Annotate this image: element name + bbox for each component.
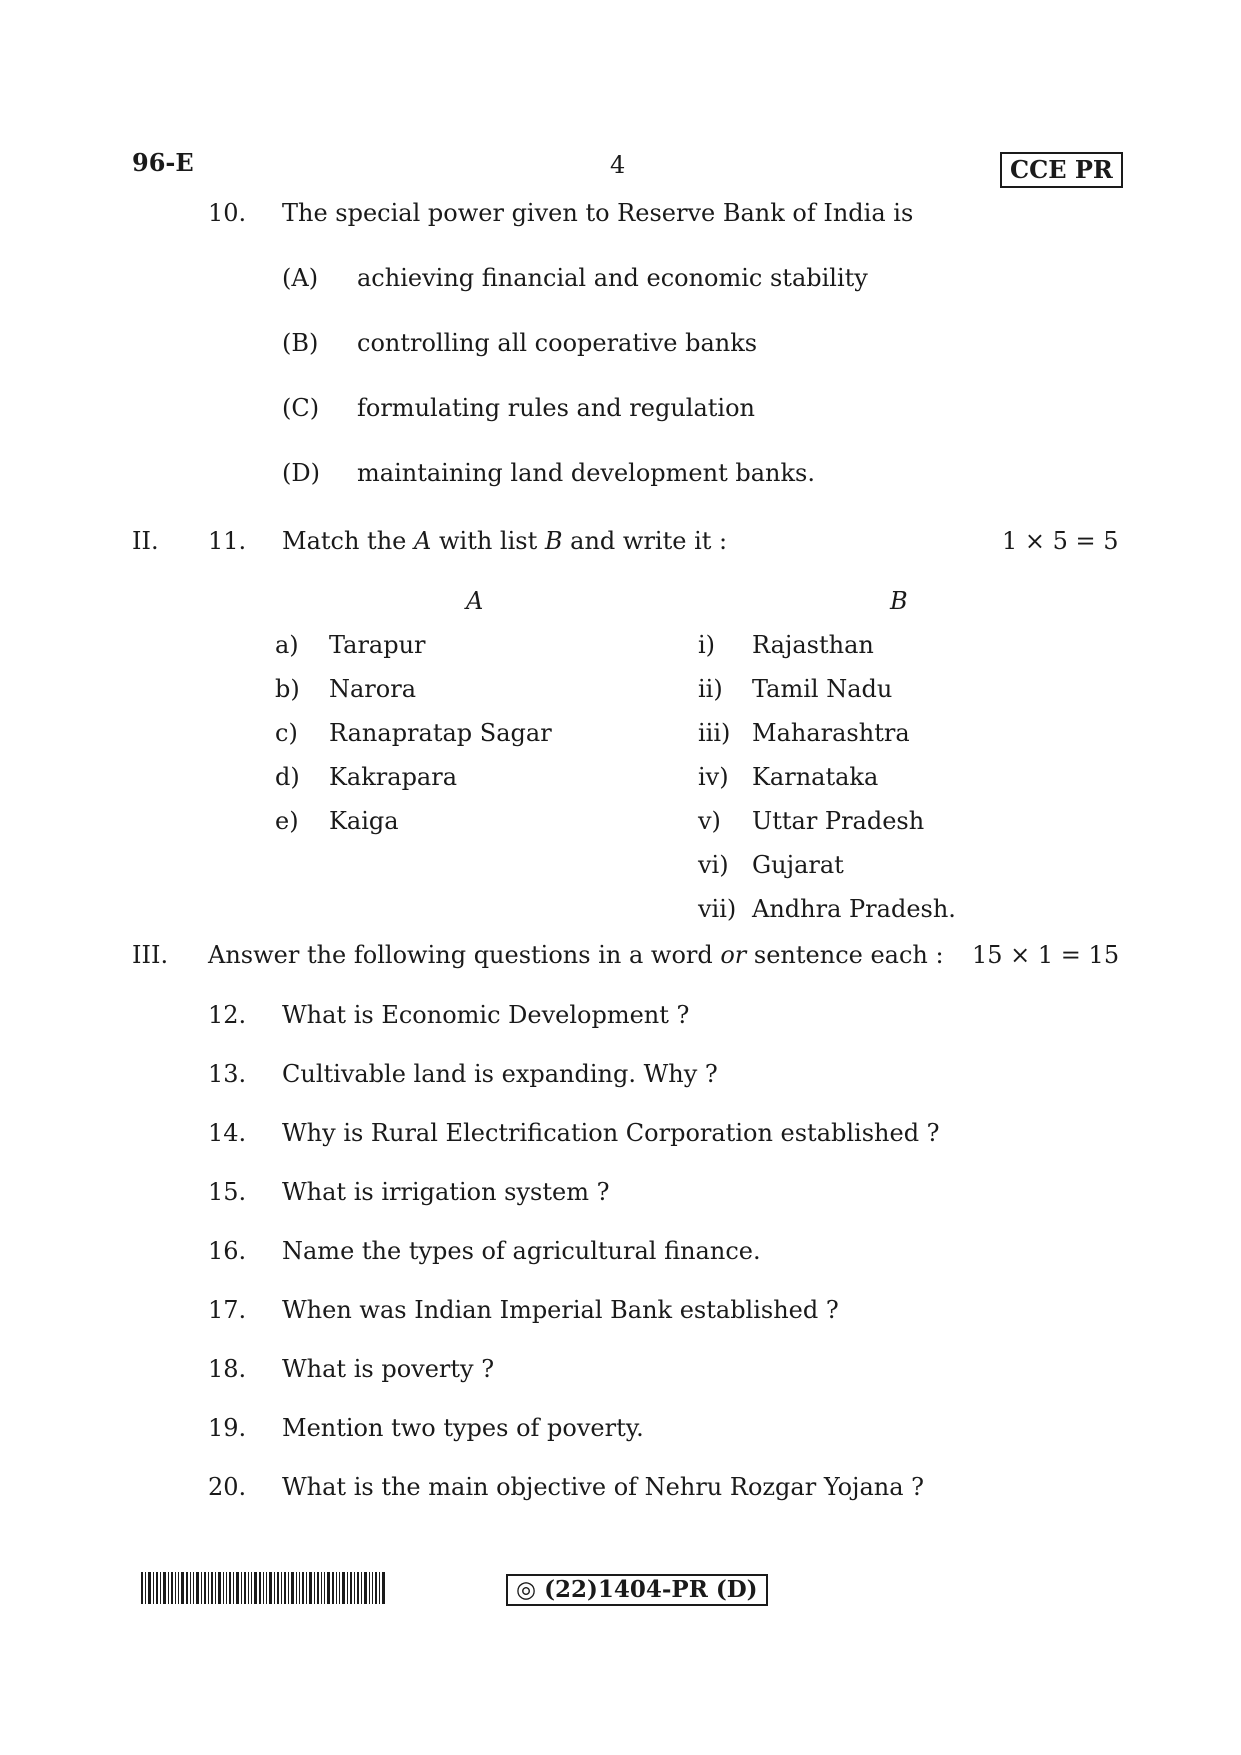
q10-option-a-text: achieving financial and economic stability: [357, 264, 868, 292]
barcode-icon: [141, 1572, 385, 1604]
footer-paper-code: ◎ (22)1404-PR (D): [506, 1574, 768, 1606]
list-b-item: Karnataka: [752, 763, 879, 791]
question-text: What is the main objective of Nehru Rozgar Yojana ?: [282, 1473, 925, 1501]
question-number: 18.: [208, 1355, 247, 1383]
q11-marks: 1 × 5 = 5: [1002, 527, 1119, 555]
list-a-item: Kaiga: [329, 807, 399, 835]
q11-text: Match the A with list B and write it :: [282, 527, 728, 555]
list-b-label: vii): [698, 895, 737, 923]
list-b-item: Uttar Pradesh: [752, 807, 925, 835]
list-a-label: a): [275, 631, 299, 659]
q10-text: The special power given to Reserve Bank of India is: [282, 199, 914, 227]
q10-option-c-text: formulating rules and regulation: [357, 394, 755, 422]
list-b-label: v): [698, 807, 721, 835]
question-text: What is poverty ?: [282, 1355, 495, 1383]
list-b-label: vi): [698, 851, 729, 879]
q10-option-b-label: (B): [282, 329, 319, 357]
question-text: Name the types of agricultural finance.: [282, 1237, 761, 1265]
list-b-item: Maharashtra: [752, 719, 910, 747]
list-b-header: B: [890, 587, 908, 615]
question-number: 15.: [208, 1178, 247, 1206]
list-b-item: Tamil Nadu: [752, 675, 893, 703]
list-a-item: Narora: [329, 675, 417, 703]
list-a-header: A: [466, 587, 484, 615]
question-text: When was Indian Imperial Bank established ?: [282, 1296, 839, 1324]
list-a-item: Ranapratap Sagar: [329, 719, 552, 747]
q10-number: 10.: [208, 199, 247, 227]
section-2-roman: II.: [132, 527, 159, 555]
q11-number: 11.: [208, 527, 247, 555]
paper-code-badge: CCE PR: [1000, 152, 1123, 188]
q10-option-a-label: (A): [282, 264, 319, 292]
section-3-roman: III.: [132, 941, 169, 969]
list-a-label: e): [275, 807, 299, 835]
question-number: 20.: [208, 1473, 247, 1501]
section-3-instruction: Answer the following questions in a word or sentence each :: [208, 941, 944, 969]
list-b-item: Andhra Pradesh.: [752, 895, 956, 923]
list-a-label: d): [275, 763, 300, 791]
page-number: 4: [610, 151, 626, 179]
list-b-label: iv): [698, 763, 729, 791]
section-3-marks: 15 × 1 = 15: [972, 941, 1120, 969]
question-number: 19.: [208, 1414, 247, 1442]
q10-option-c-label: (C): [282, 394, 320, 422]
question-text: Cultivable land is expanding. Why ?: [282, 1060, 718, 1088]
list-b-label: i): [698, 631, 716, 659]
question-text: What is irrigation system ?: [282, 1178, 610, 1206]
list-b-label: ii): [698, 675, 723, 703]
question-number: 17.: [208, 1296, 247, 1324]
question-text: What is Economic Development ?: [282, 1001, 690, 1029]
booklet-code: 96-E: [132, 148, 194, 177]
question-text: Mention two types of poverty.: [282, 1414, 644, 1442]
list-b-item: Gujarat: [752, 851, 844, 879]
question-number: 16.: [208, 1237, 247, 1265]
question-number: 13.: [208, 1060, 247, 1088]
list-a-item: Tarapur: [329, 631, 426, 659]
question-number: 14.: [208, 1119, 247, 1147]
question-text: Why is Rural Electrification Corporation established ?: [282, 1119, 940, 1147]
list-a-label: b): [275, 675, 300, 703]
q10-option-d-text: maintaining land development banks.: [357, 459, 815, 487]
list-b-item: Rajasthan: [752, 631, 874, 659]
list-a-item: Kakrapara: [329, 763, 458, 791]
q10-option-b-text: controlling all cooperative banks: [357, 329, 758, 357]
list-b-label: iii): [698, 719, 731, 747]
q10-option-d-label: (D): [282, 459, 320, 487]
question-number: 12.: [208, 1001, 247, 1029]
list-a-label: c): [275, 719, 298, 747]
